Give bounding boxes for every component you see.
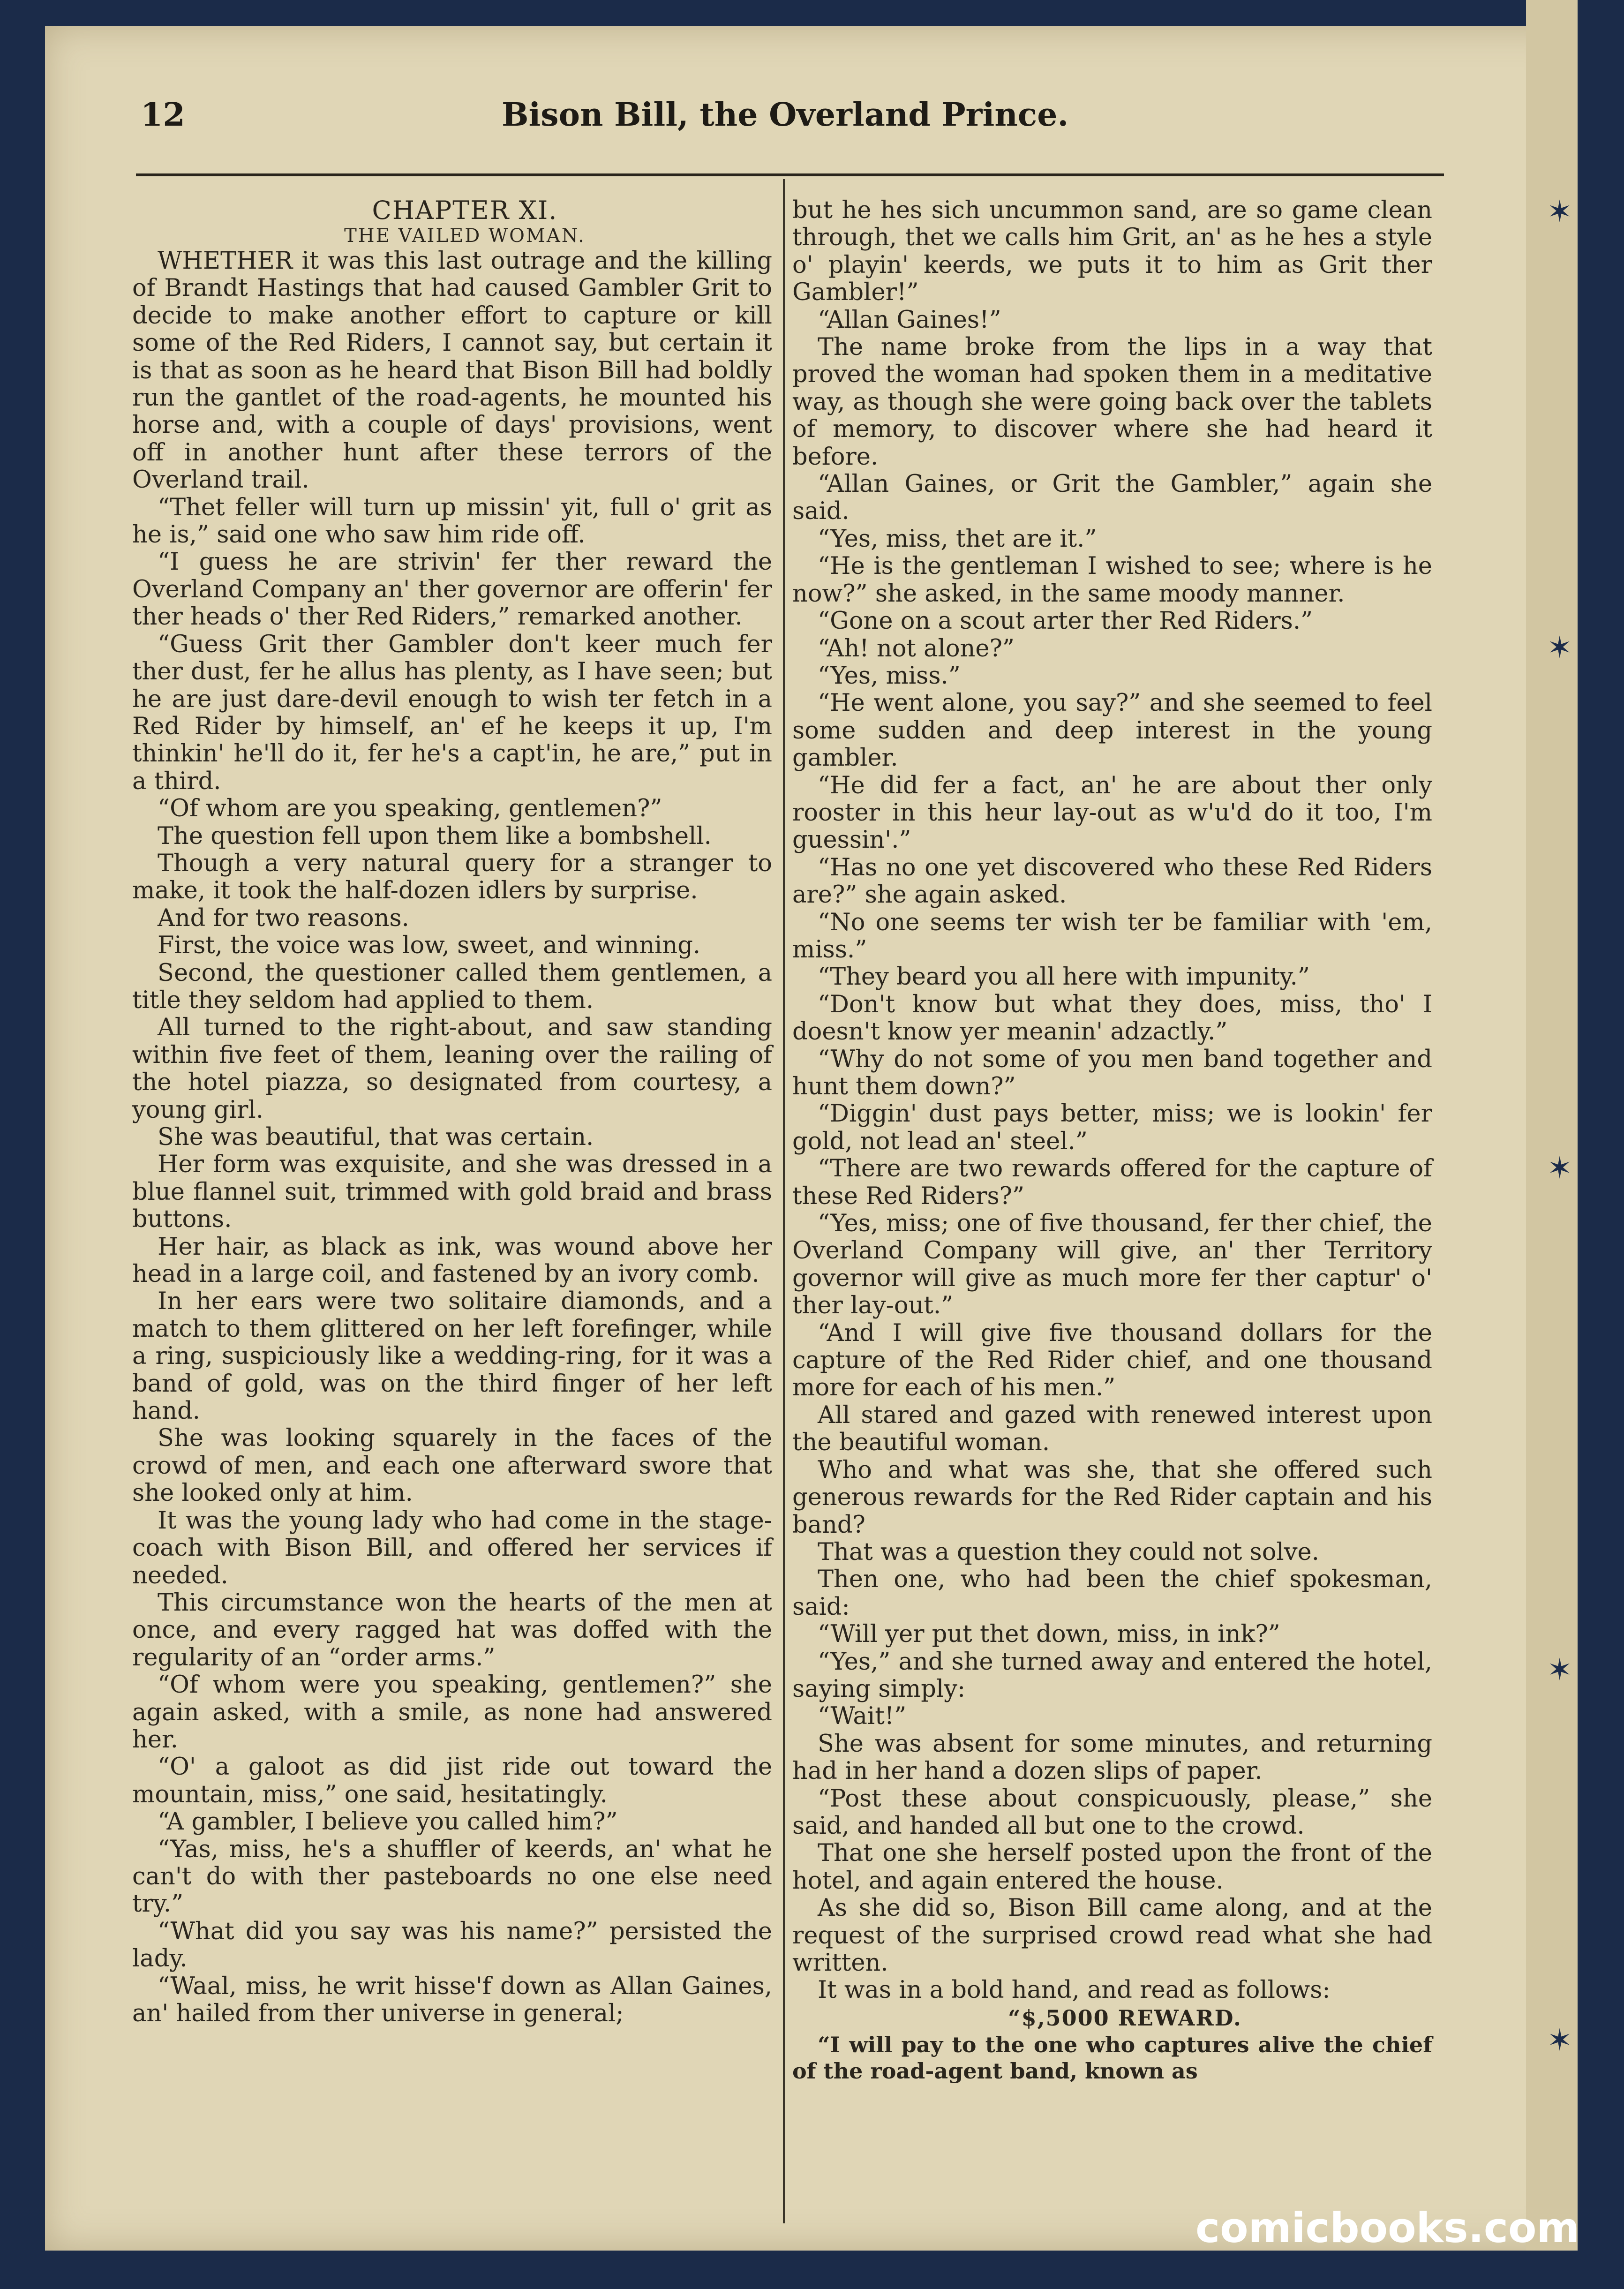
chapter-number: CHAPTER XI.	[372, 196, 558, 225]
column-divider	[783, 179, 785, 2223]
paragraph: “I guess he are strivin' fer ther reward the Overland Company an' ther governor are offerin' fer ther heads o' ther Red Riders,” remarked another.	[132, 548, 772, 631]
right-column	[792, 197, 1432, 2084]
paragraph: “Yes,” and she turned away and entered the hotel, saying simply:	[792, 1648, 1432, 1703]
paragraph: Her hair, as black as ink, was wound above her head in a large coil, and fastened by an ivory comb.	[132, 1233, 772, 1288]
paragraph: “Of whom were you speaking, gentlemen?” she again asked, with a smile, as none had answered her.	[132, 1671, 772, 1754]
paragraph: “Yes, miss, thet are it.”	[818, 525, 1097, 553]
paragraph: “He did fer a fact, an' he are about ther only rooster in this heur lay-out as w'u'd do it too, I'm guessin'.”	[792, 771, 1432, 854]
chapter-title: THE VAILED WOMAN.	[344, 225, 586, 247]
paragraph: “Wait!”	[818, 1702, 907, 1731]
reward-text: “I will pay to the one who captures alive the chief of the road-agent band, known as	[792, 2032, 1432, 2084]
running-header	[141, 96, 1444, 143]
paragraph: “He went alone, you say?” and she seemed to feel some sudden and deep interest in the young gambler.	[792, 689, 1432, 772]
paragraph: “Thet feller will turn up missin' yit, full o' grit as he is,” said one who saw him ride off.	[132, 493, 772, 549]
paragraph: Second, the questioner called them gentlemen, a title they seldom had applied to them.	[132, 959, 772, 1014]
paragraph: “Ah! not alone?”	[818, 634, 1015, 663]
paragraph: “There are two rewards offered for the capture of these Red Riders?”	[792, 1155, 1432, 1210]
paragraph: “They beard you all here with impunity.”	[818, 963, 1310, 991]
staple-tear-mark: ✶	[1547, 2023, 1572, 2058]
binding-edge	[1526, 0, 1578, 2251]
page-number: 12	[141, 96, 185, 134]
paragraph: It was the young lady who had come in the stage-coach with Bison Bill, and offered her services if needed.	[132, 1506, 772, 1589]
paragraph: She was beautiful, that was certain.	[158, 1123, 594, 1151]
paragraph: And for two reasons.	[158, 904, 409, 932]
paragraph: “Yes, miss; one of five thousand, fer ther chief, the Overland Company will give, an' ther Territory governor will give as much more fer ther captur' o' ther lay-out.”	[792, 1210, 1432, 1320]
paragraph: “Guess Grit ther Gambler don't keer much fer ther dust, fer he allus has plenty, as I have seen; but he are just dare-devil enough to wish ter fetch in a Red Rider by himself, an' ef he keeps it up, I'm thinkin' he'll do it, fer he's a capt'in, he are,” put in a third.	[132, 630, 772, 795]
paragraph: “Yas, miss, he's a shuffler of keerds, an' what he can't do with ther pasteboards no one else need try.”	[132, 1835, 772, 1918]
paragraph: As she did so, Bison Bill came along, and at the request of the surprised crowd read what she had written.	[792, 1894, 1432, 1977]
running-title: Bison Bill, the Overland Prince.	[502, 96, 1069, 134]
paragraph: “And I will give five thousand dollars for the capture of the Red Rider chief, and one thousand more for each of his men.”	[792, 1319, 1432, 1402]
paragraph: “Yes, miss.”	[818, 662, 961, 690]
left-column	[132, 197, 772, 2027]
paragraph: All turned to the right-about, and saw standing within five feet of them, leaning over the railing of the hotel piazza, so designated from courtesy, a young girl.	[132, 1014, 772, 1124]
paragraph: “Post these about conspicuously, please,” she said, and handed all but one to the crowd.	[792, 1785, 1432, 1840]
paragraph: Then one, who had been the chief spokesman, said:	[792, 1566, 1432, 1621]
paragraph: That was a question they could not solve.	[818, 1538, 1319, 1566]
header-rule	[136, 173, 1444, 176]
paragraph: The question fell upon them like a bombshell.	[158, 822, 712, 850]
paragraph: “Don't know but what they does, miss, tho' I doesn't know yer meanin' adzactly.”	[792, 990, 1432, 1046]
staple-tear-mark: ✶	[1547, 631, 1572, 665]
paragraph: “Diggin' dust pays better, miss; we is lookin' fer gold, not lead an' steel.”	[792, 1100, 1432, 1155]
staple-tear-mark: ✶	[1547, 195, 1572, 229]
paragraph: “Allan Gaines, or Grit the Gambler,” again she said.	[792, 470, 1432, 526]
paragraph: Though a very natural query for a stranger to make, it took the half-dozen idlers by surprise.	[132, 849, 772, 905]
paragraph: “O' a galoot as did jist ride out toward the mountain, miss,” one said, hesitatingly.	[132, 1753, 772, 1808]
paragraph: She was absent for some minutes, and returning had in her hand a dozen slips of paper.	[792, 1730, 1432, 1785]
paragraph: She was looking squarely in the faces of the crowd of men, and each one afterward swore that she looked only at him.	[132, 1424, 772, 1507]
reward-heading: “$,5000 REWARD.	[1008, 2005, 1242, 2031]
paragraph: In her ears were two solitaire diamonds, and a match to them glittered on her left forefinger, while a ring, suspiciously like a wedding-ring, for it was a band of gold, was on the third finger of her left hand.	[132, 1288, 772, 1425]
paragraph: “Has no one yet discovered who these Red Riders are?” she again asked.	[792, 853, 1432, 909]
paragraph: Who and what was she, that she offered such generous rewards for the Red Rider captain and his band?	[792, 1456, 1432, 1539]
paragraph: “Allan Gaines!”	[818, 306, 1001, 334]
paragraph: “Gone on a scout arter ther Red Riders.”	[818, 607, 1313, 635]
paragraph: “A gambler, I believe you called him?”	[158, 1808, 618, 1836]
paragraph: The name broke from the lips in a way that proved the woman had spoken them in a meditative way, as though she were going back over the tablets of memory, to discover where she had heard it before.	[792, 333, 1432, 471]
paragraph: but he hes sich uncummon sand, are so game clean through, thet we calls him Grit, an' as he hes a style o' playin' keerds, we puts it to him as Grit ther Gambler!”	[792, 196, 1432, 307]
paragraph: It was in a bold hand, and read as follows:	[818, 1976, 1331, 2004]
paragraph: “Will yer put thet down, miss, in ink?”	[818, 1620, 1280, 1649]
paragraph: First, the voice was low, sweet, and winning.	[158, 932, 701, 960]
paragraph: That one she herself posted upon the front of the hotel, and again entered the house.	[792, 1839, 1432, 1895]
paragraph: WHETHER it was this last outrage and the killing of Brandt Hastings that had caused Gambler Grit to decide to make another effort to capture or kill some of the Red Riders, I cannot say, but certain it is that as soon as he heard that Bison Bill had boldly run the gantlet of the road-agents, he mounted his horse and, with a couple of days' provisions, went off in another hunt after these terrors of the Overland trail.	[132, 247, 772, 494]
staple-tear-mark: ✶	[1547, 1151, 1572, 1186]
paragraph: This circumstance won the hearts of the men at once, and every ragged hat was doffed with the regularity of an “order arms.”	[132, 1589, 772, 1672]
paragraph: “Of whom are you speaking, gentlemen?”	[158, 795, 662, 823]
paragraph: All stared and gazed with renewed interest upon the beautiful woman.	[792, 1401, 1432, 1457]
paragraph: “Waal, miss, he writ hisse'f down as Allan Gaines, an' hailed from ther universe in general;	[132, 1972, 772, 2027]
staple-tear-mark: ✶	[1547, 1653, 1572, 1687]
paragraph: “Why do not some of you men band together and hunt them down?”	[792, 1045, 1432, 1100]
paragraph: “He is the gentleman I wished to see; where is he now?” she asked, in the same moody manner.	[792, 552, 1432, 608]
watermark: comicbooks.com	[1195, 2204, 1580, 2252]
paragraph: “No one seems ter wish ter be familiar with 'em, miss.”	[792, 908, 1432, 964]
paragraph: Her form was exquisite, and she was dressed in a blue flannel suit, trimmed with gold braid and brass buttons.	[132, 1151, 772, 1234]
paragraph: “What did you say was his name?” persisted the lady.	[132, 1917, 772, 1973]
